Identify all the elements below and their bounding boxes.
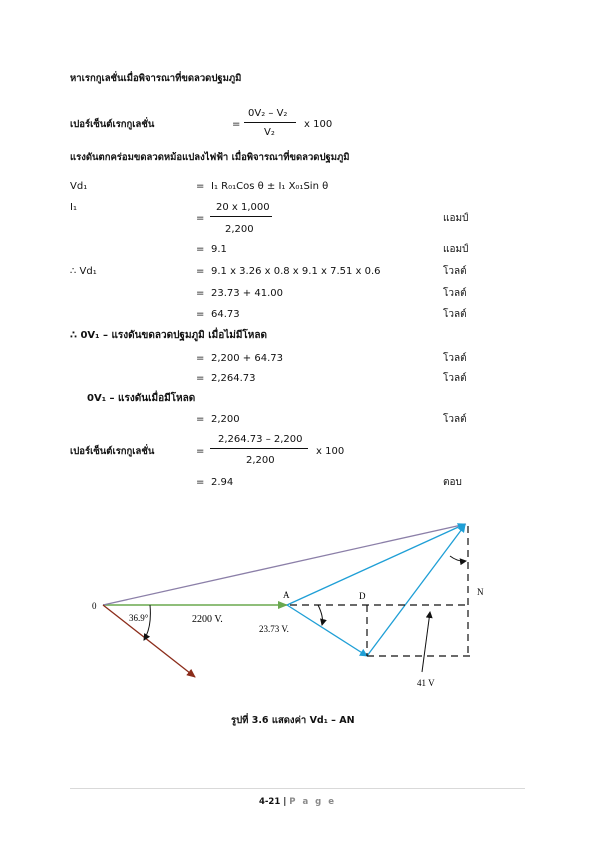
v1-label: 0V₁ – แรงดันเมื่อมีโหลด bbox=[87, 393, 196, 404]
i1-value-unit: แอมป์ bbox=[443, 244, 469, 255]
reg2-numerator: 2,264.73 – 2,200 bbox=[218, 434, 303, 445]
eq-sign: = bbox=[196, 288, 205, 299]
vd1-substitution: 9.1 x 3.26 x 0.8 x 9.1 x 7.51 x 0.6 bbox=[211, 266, 381, 277]
footer-divider bbox=[70, 788, 525, 789]
ir-drop-line bbox=[287, 605, 367, 656]
result-unit: โวลต์ bbox=[443, 309, 467, 320]
current-phasor-line bbox=[103, 605, 195, 677]
ix-drop-line bbox=[367, 525, 465, 656]
eq-sign: = bbox=[196, 477, 205, 488]
page-word: P a g e bbox=[289, 797, 336, 807]
reg2-denominator: 2,200 bbox=[246, 455, 275, 466]
figure-caption: รูปที่ 3.6 แสดงค่า Vd₁ – AN bbox=[231, 715, 355, 726]
ov1-expression-unit: โวลต์ bbox=[443, 353, 467, 364]
drop-heading: แรงดันตกคร่อมขดลวดหม้อแปลงไฟฟ้า เมื่อพิจารณาที่ขดลวดปฐมภูมิ bbox=[70, 152, 350, 163]
pointer-41v bbox=[422, 612, 430, 672]
i1-denominator: 2,200 bbox=[225, 224, 254, 235]
an-phasor-line bbox=[287, 524, 465, 605]
eq-sign: = bbox=[196, 266, 205, 277]
angle-arc-top bbox=[450, 556, 466, 561]
reg-multiplier: x 100 bbox=[304, 119, 333, 130]
angle-label: 36.9° bbox=[129, 613, 149, 623]
answer-label: ตอบ bbox=[443, 477, 462, 488]
eq-sign: = bbox=[196, 446, 205, 457]
ov1-label: ∴ 0V₁ – แรงดันขดลวดปฐมภูมิ เมื่อไม่มีโหลด bbox=[70, 330, 268, 341]
i1-unit: แอมป์ bbox=[443, 213, 469, 224]
drop-r-label: 23.73 V. bbox=[259, 624, 289, 634]
vd1-substitution-unit: โวลต์ bbox=[443, 266, 467, 277]
answer-value: 2.94 bbox=[211, 477, 234, 488]
eq-sign: = bbox=[196, 309, 205, 320]
vd1-label: Vd₁ bbox=[70, 181, 88, 192]
reg2-label: เปอร์เซ็นต์เรกกูเลชั่น bbox=[70, 446, 155, 457]
i1-label: I₁ bbox=[70, 202, 77, 213]
eq-sign: = bbox=[196, 373, 205, 384]
v1-unit: โวลต์ bbox=[443, 414, 467, 425]
eq-sign: = bbox=[232, 119, 241, 130]
footer-separator: | bbox=[280, 797, 290, 807]
i1-numerator: 20 x 1,000 bbox=[216, 202, 270, 213]
drop-x-label: 41 V bbox=[417, 678, 435, 688]
point-d-label: D bbox=[359, 591, 366, 601]
voltage-label: 2200 V. bbox=[192, 614, 223, 625]
angle-arc-drop bbox=[318, 605, 323, 625]
origin-label: 0 bbox=[92, 601, 97, 611]
point-a-label: A bbox=[283, 590, 290, 600]
i1-value: 9.1 bbox=[211, 244, 227, 255]
page-number: 4-21 bbox=[258, 797, 281, 807]
ov1-value-unit: โวลต์ bbox=[443, 373, 467, 384]
point-n-label: N bbox=[477, 587, 484, 597]
sum-expression: 23.73 + 41.00 bbox=[211, 288, 283, 299]
page-footer bbox=[0, 797, 595, 807]
ov1-expression: 2,200 + 64.73 bbox=[211, 353, 283, 364]
reg-numerator: 0V₂ – V₂ bbox=[248, 108, 288, 119]
ov1-value: 2,264.73 bbox=[211, 373, 256, 384]
reg-label: เปอร์เซ็นต์เรกกูเลชั่น bbox=[70, 119, 155, 130]
heading: หาเรกกูเลชั่นเมื่อพิจารณาที่ขดลวดปฐมภูมิ bbox=[70, 73, 242, 84]
v1-value: 2,200 bbox=[211, 414, 240, 425]
sum-unit: โวลต์ bbox=[443, 288, 467, 299]
reg2-multiplier: x 100 bbox=[316, 446, 345, 457]
eq-sign: = bbox=[196, 353, 205, 364]
result-value: 64.73 bbox=[211, 309, 240, 320]
vd1-expression: I₁ R₀₁Cos θ ± I₁ X₀₁Sin θ bbox=[211, 181, 329, 192]
vd1-substitution-label: ∴ Vd₁ bbox=[70, 266, 97, 277]
eq-sign: = bbox=[196, 213, 205, 224]
eq-sign: = bbox=[196, 414, 205, 425]
eq-sign: = bbox=[196, 244, 205, 255]
reg-denominator: V₂ bbox=[264, 127, 275, 138]
eq-sign: = bbox=[196, 181, 205, 192]
